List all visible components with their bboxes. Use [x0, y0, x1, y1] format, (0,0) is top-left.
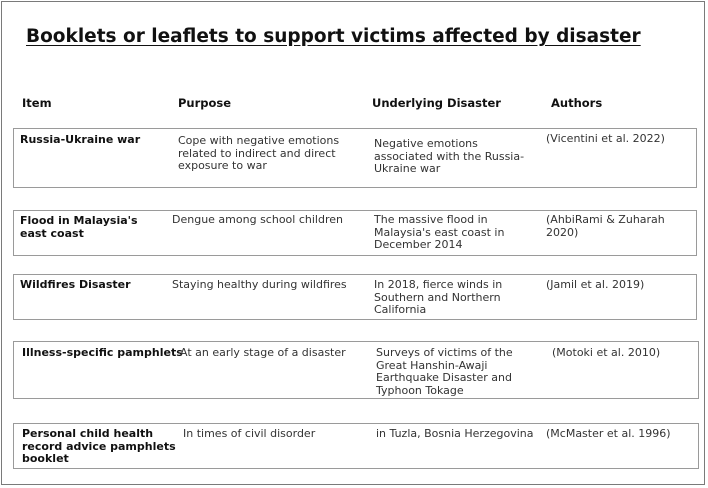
- row-underlying-disaster: The massive flood in Malaysia's east coast in December 2014: [374, 213, 505, 251]
- header-item: Item: [22, 96, 52, 110]
- row-underlying-disaster: Negative emotions associated with the Russia-Ukraine war: [374, 137, 525, 175]
- table-row: [13, 423, 699, 469]
- row-item: Russia-Ukraine war: [20, 133, 141, 146]
- row-purpose: Cope with negative emotions related to indirect and direct exposure to war: [178, 134, 340, 172]
- row-purpose: In times of civil disorder: [183, 427, 316, 440]
- row-authors: (Jamil et al. 2019): [546, 278, 645, 291]
- row-purpose: At an early stage of a disaster: [180, 346, 346, 359]
- row-purpose: Dengue among school children: [172, 213, 343, 226]
- row-underlying-disaster: In 2018, fierce winds in Southern and Northern California: [374, 278, 503, 316]
- row-item: Personal child health record advice pamphlets booklet: [22, 427, 176, 465]
- row-authors: (Motoki et al. 2010): [552, 346, 661, 359]
- row-item: Illness-specific pamphlets: [22, 346, 183, 359]
- row-underlying-disaster: in Tuzla, Bosnia Herzegovina: [376, 427, 534, 440]
- row-underlying-disaster: Surveys of victims of the Great Hanshin-Awaji Earthquake Disaster and Typhoon Tokage: [376, 346, 513, 397]
- row-authors: (Vicentini et al. 2022): [546, 132, 665, 145]
- figure-title: Booklets or leaflets to support victims affected by disaster: [26, 26, 641, 47]
- table-row: [13, 274, 697, 320]
- header-underlying-disaster: Underlying Disaster: [372, 96, 501, 110]
- row-item: Wildfires Disaster: [20, 278, 131, 291]
- table-row: [13, 341, 699, 399]
- header-purpose: Purpose: [178, 96, 232, 110]
- table-row: [13, 128, 697, 188]
- row-authors: (McMaster et al. 1996): [546, 427, 671, 440]
- row-item: Flood in Malaysia's east coast: [20, 214, 138, 240]
- row-authors: (AhbiRami & Zuharah 2020): [546, 213, 665, 239]
- header-authors: Authors: [551, 96, 603, 110]
- row-purpose: Staying healthy during wildfires: [172, 278, 347, 291]
- table-row: [13, 210, 697, 256]
